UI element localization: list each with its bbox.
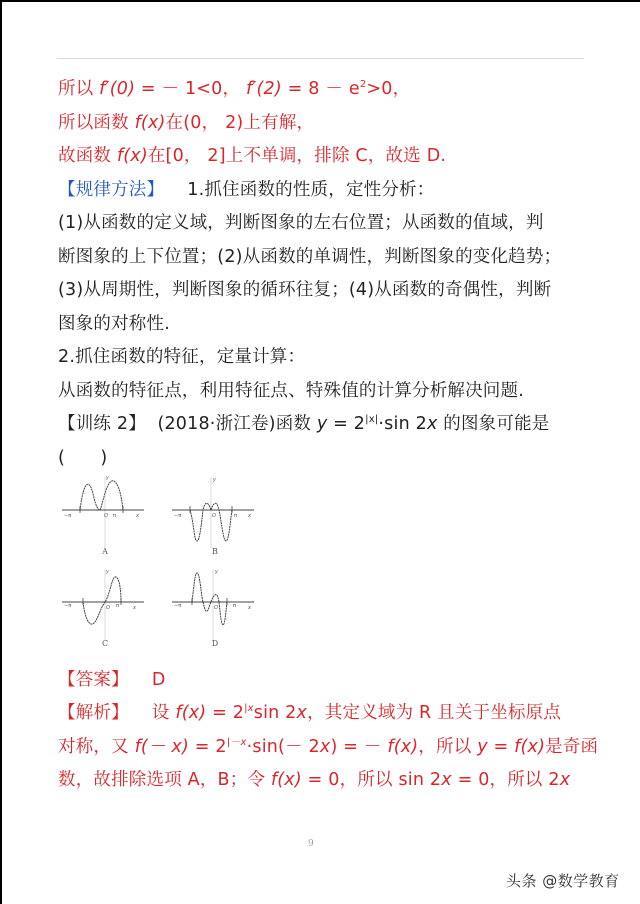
method-heading-2: 2.抓住函数的特征，定量计算： — [58, 347, 306, 367]
svg-text:−π: −π — [64, 602, 72, 609]
math-y: y — [477, 736, 488, 757]
option-graphs — [58, 473, 598, 683]
graph-label: D — [211, 638, 219, 648]
svg-text:y: y — [106, 474, 109, 481]
math-f-neg-x: f(－ x) — [134, 736, 189, 757]
method-heading-1 — [58, 179, 598, 213]
math-fx: f(x) — [116, 146, 148, 166]
math-fx: f(x) — [514, 736, 546, 757]
answer-blank: ( ) — [58, 447, 108, 468]
graph-label: B — [212, 546, 218, 556]
text: 所以函数 — [58, 112, 135, 133]
method-para-line: (3)从周期性，判断图象的循环往复；(4)从函数的奇偶性，判断 — [58, 280, 552, 300]
text: (2018·浙江卷)函数 — [157, 414, 317, 434]
svg-text:O: O — [212, 512, 216, 519]
solution-line-2 — [58, 112, 598, 146]
text: 在[0， 2]上不单调，排除 C，故选 D. — [147, 146, 447, 166]
svg-text:O: O — [214, 604, 218, 611]
text: = — [487, 736, 515, 757]
answer-tag: 【答案】 — [58, 669, 129, 690]
math-fx: f(x) — [134, 112, 166, 133]
text: 设 — [151, 703, 176, 723]
exercise-tag: 【训练 2】 — [58, 414, 146, 434]
svg-text:y: y — [215, 568, 218, 575]
graph-a-plot — [60, 473, 150, 548]
svg-text:−π: −π — [174, 512, 182, 519]
method-tag: 【规律方法】 — [58, 179, 165, 200]
graph-label: C — [101, 638, 109, 648]
graph-option-d — [170, 565, 260, 650]
svg-text:π: π — [233, 602, 237, 609]
svg-text:π: π — [116, 602, 120, 609]
exponent: |－x — [226, 736, 247, 748]
analysis-line-1 — [58, 702, 598, 736]
text: = 8 － e — [281, 79, 360, 99]
svg-text:y: y — [213, 476, 216, 483]
text: ，所以 — [418, 736, 478, 757]
watermark: 头条 @数学教育 — [506, 872, 620, 890]
svg-text:x: x — [248, 512, 251, 519]
text: = 2 — [206, 703, 245, 723]
math-x: x — [296, 703, 308, 723]
solution-line-1 — [58, 78, 598, 112]
text: ) = － — [330, 736, 388, 757]
math-f-prime-2: f′(2) — [245, 79, 282, 99]
page-content — [58, 78, 598, 803]
math-x: x — [319, 736, 331, 757]
page-number: 9 — [308, 839, 314, 849]
method-para-line: 断图象的上下位置；(2)从函数的单调性，判断图象的变化趋势； — [58, 246, 562, 267]
frame-top-border — [0, 0, 640, 2]
exponent: 2 — [359, 79, 367, 90]
header-divider — [57, 58, 584, 59]
text: = 2 — [189, 736, 227, 757]
frame-left-border — [0, 0, 2, 904]
svg-text:−π: −π — [64, 512, 72, 519]
svg-text:y: y — [106, 568, 109, 575]
analysis-line-2 — [58, 736, 598, 770]
math-x: x — [426, 414, 438, 434]
exercise-question — [58, 413, 598, 447]
svg-text:π: π — [234, 512, 238, 519]
method-para-2: 从函数的特征点，利用特征点、特殊值的计算分析解决问题. — [58, 380, 524, 401]
text: ·sin 2 — [378, 414, 427, 434]
svg-text:O: O — [104, 512, 108, 519]
text: 故函数 — [58, 146, 117, 166]
math-f-prime-0: f′(0) — [99, 79, 136, 99]
answer-value: D — [151, 669, 166, 690]
text: 的图象可能是 — [437, 414, 550, 434]
svg-text:π: π — [113, 512, 117, 519]
math-fx: f(x) — [270, 770, 302, 790]
graph-option-a — [60, 473, 150, 558]
graph-d-plot — [170, 565, 260, 640]
text: ，其定义域为 R 且关于坐标原点 — [307, 703, 562, 723]
text: = － 1<0， — [135, 79, 246, 99]
graph-option-c — [60, 565, 150, 650]
exponent: |x — [244, 703, 254, 714]
text: 数，故排除选项 A，B；令 — [58, 770, 271, 790]
text: 是奇函 — [545, 736, 599, 757]
text: 对称，又 — [58, 736, 135, 757]
graph-c-plot — [60, 565, 150, 640]
text: = 0，所以 2 — [451, 770, 560, 790]
exponent: |x| — [365, 414, 379, 425]
text: >0， — [366, 79, 411, 99]
method-para-line: 图象的对称性. — [58, 313, 170, 334]
math-x: x — [441, 770, 452, 790]
solution-line-3 — [58, 145, 598, 179]
text: 所以 — [58, 79, 100, 99]
svg-text:x: x — [248, 604, 251, 611]
math-y: y — [316, 414, 328, 434]
math-fx: f(x) — [175, 703, 207, 723]
method-para-line: (1)从函数的定义域，判断图象的左右位置；从函数的值域，判 — [58, 213, 544, 233]
text: = 0，所以 sin 2 — [301, 770, 442, 790]
svg-text:−π: −π — [174, 602, 182, 609]
svg-text:x: x — [133, 604, 136, 611]
math-fx: f(x) — [387, 736, 419, 757]
analysis-line-3 — [58, 769, 598, 803]
text: sin 2 — [253, 703, 297, 723]
math-x: x — [559, 770, 571, 790]
graph-option-b — [170, 473, 260, 558]
graph-label: A — [102, 546, 108, 556]
analysis-tag: 【解析】 — [58, 703, 129, 723]
graph-b-plot — [170, 473, 260, 548]
svg-text:O: O — [106, 604, 110, 611]
text: = 2 — [327, 414, 366, 434]
text: 1.抓住函数的性质，定性分析： — [187, 179, 435, 200]
text: 在(0， 2)上有解， — [165, 112, 315, 133]
svg-text:x: x — [136, 512, 139, 519]
text: ·sin(－ 2 — [246, 736, 320, 757]
